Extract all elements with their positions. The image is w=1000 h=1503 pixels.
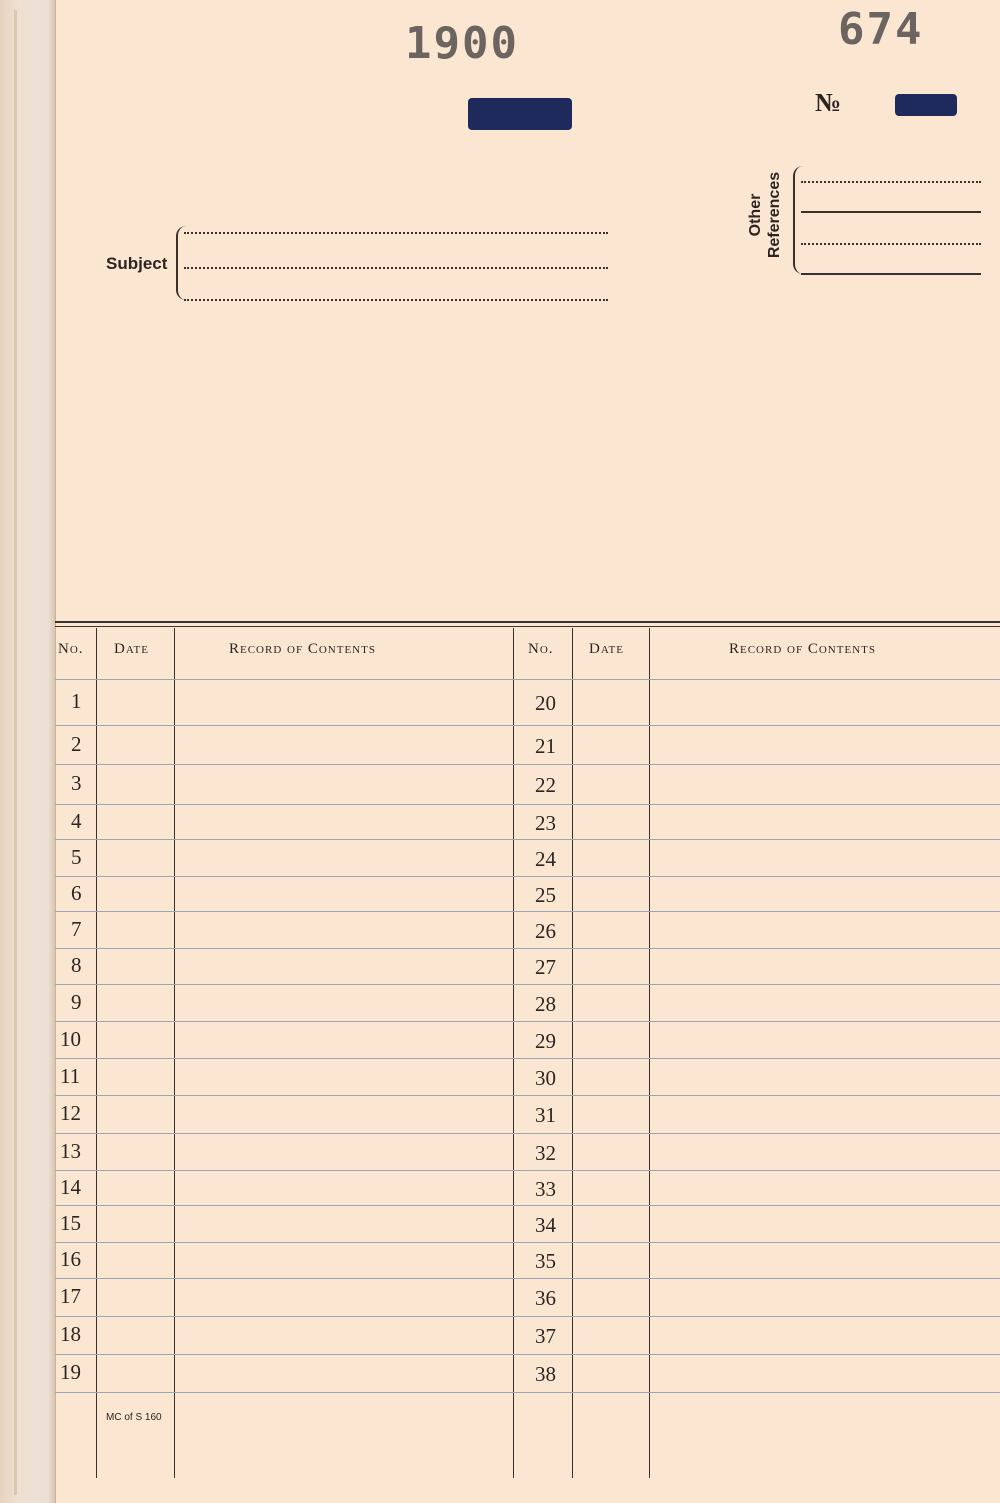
number-label: № (815, 88, 842, 117)
row-number-left: 4 (71, 808, 82, 833)
row-number-right: 23 (535, 810, 556, 835)
row-number-right: 36 (535, 1286, 556, 1310)
row-rule (55, 804, 1000, 805)
row-rule (55, 1021, 1000, 1022)
row-number-left: 11 (60, 1063, 81, 1088)
row-rule (55, 1242, 1000, 1243)
subject-line-2 (184, 267, 608, 269)
column-divider-date-left (96, 628, 97, 1478)
row-number-right: 37 (535, 1324, 556, 1348)
row-number-left: 1 (71, 689, 82, 713)
row-number-right: 26 (535, 918, 556, 943)
row-number-left: 16 (60, 1247, 81, 1271)
column-divider-record-left (174, 628, 175, 1478)
header-date-right: Date (589, 641, 624, 657)
row-number-left: 15 (60, 1210, 81, 1235)
row-number-right: 35 (535, 1249, 556, 1273)
row-rule (55, 1205, 1000, 1206)
file-number-stamp: 674 (838, 4, 924, 55)
row-number-right: 22 (535, 773, 556, 797)
row-rule (55, 1170, 1000, 1171)
reference-line-3 (801, 243, 981, 245)
row-number-left: 8 (71, 953, 82, 977)
header-record-right: Record of Contents (729, 641, 876, 657)
redaction-mark-number (895, 94, 957, 116)
row-number-left: 2 (71, 731, 82, 756)
row-rule (55, 984, 1000, 985)
row-number-right: 20 (535, 691, 556, 715)
row-rule (55, 876, 1000, 877)
row-rule (55, 725, 1000, 726)
row-number-right: 38 (535, 1362, 556, 1386)
row-number-right: 32 (535, 1140, 556, 1165)
row-rule (55, 948, 1000, 949)
row-number-left: 19 (60, 1360, 81, 1384)
header-no-left: No. (58, 641, 84, 657)
header-record-left: Record of Contents (229, 641, 376, 657)
binding-spine (0, 0, 56, 1503)
subject-line-3 (184, 299, 608, 301)
row-number-right: 34 (535, 1212, 556, 1237)
row-number-right: 29 (535, 1028, 556, 1053)
column-divider-record-right (649, 628, 650, 1478)
row-number-left: 17 (60, 1284, 81, 1308)
subject-brace (176, 226, 186, 300)
row-number-left: 7 (71, 916, 82, 941)
row-number-left: 3 (71, 771, 82, 795)
row-number-left: 12 (60, 1101, 81, 1125)
row-number-right: 33 (535, 1176, 556, 1201)
reference-line-1 (801, 181, 981, 183)
form-code: MC of S 160 (106, 1412, 162, 1423)
row-number-right: 31 (535, 1103, 556, 1127)
row-number-right: 24 (535, 846, 556, 871)
other-references-label: Other References (747, 171, 783, 259)
column-divider-date-right (572, 628, 573, 1478)
row-rule (55, 679, 1000, 680)
header-date-left: Date (114, 641, 149, 657)
row-number-left: 9 (71, 989, 82, 1014)
table-top-rule-2 (55, 626, 1000, 627)
row-rule (55, 1278, 1000, 1279)
row-number-left: 10 (60, 1026, 81, 1051)
table-top-rule (55, 621, 1000, 623)
redaction-mark-center (468, 98, 572, 130)
row-number-left: 18 (60, 1322, 81, 1346)
subject-line-1 (184, 232, 608, 234)
reference-line-2 (801, 211, 981, 213)
header-no-right: No. (528, 641, 554, 657)
row-rule (55, 1058, 1000, 1059)
reference-line-4 (801, 273, 981, 275)
row-rule (55, 1392, 1000, 1393)
column-divider-center (513, 628, 514, 1478)
row-number-left: 13 (60, 1138, 81, 1163)
row-number-left: 14 (60, 1174, 81, 1199)
row-rule (55, 1354, 1000, 1355)
row-rule (55, 1095, 1000, 1096)
row-rule (55, 911, 1000, 912)
row-number-right: 28 (535, 991, 556, 1016)
row-rule (55, 1316, 1000, 1317)
row-number-right: 30 (535, 1065, 556, 1090)
row-rule (55, 1133, 1000, 1134)
year-stamp: 1900 (405, 18, 519, 69)
row-number-right: 21 (535, 733, 556, 758)
row-number-right: 25 (535, 882, 556, 907)
row-rule (55, 764, 1000, 765)
row-number-left: 5 (71, 844, 82, 869)
subject-label: Subject (106, 254, 168, 273)
row-rule (55, 839, 1000, 840)
row-number-left: 6 (71, 880, 82, 905)
row-number-right: 27 (535, 955, 556, 979)
